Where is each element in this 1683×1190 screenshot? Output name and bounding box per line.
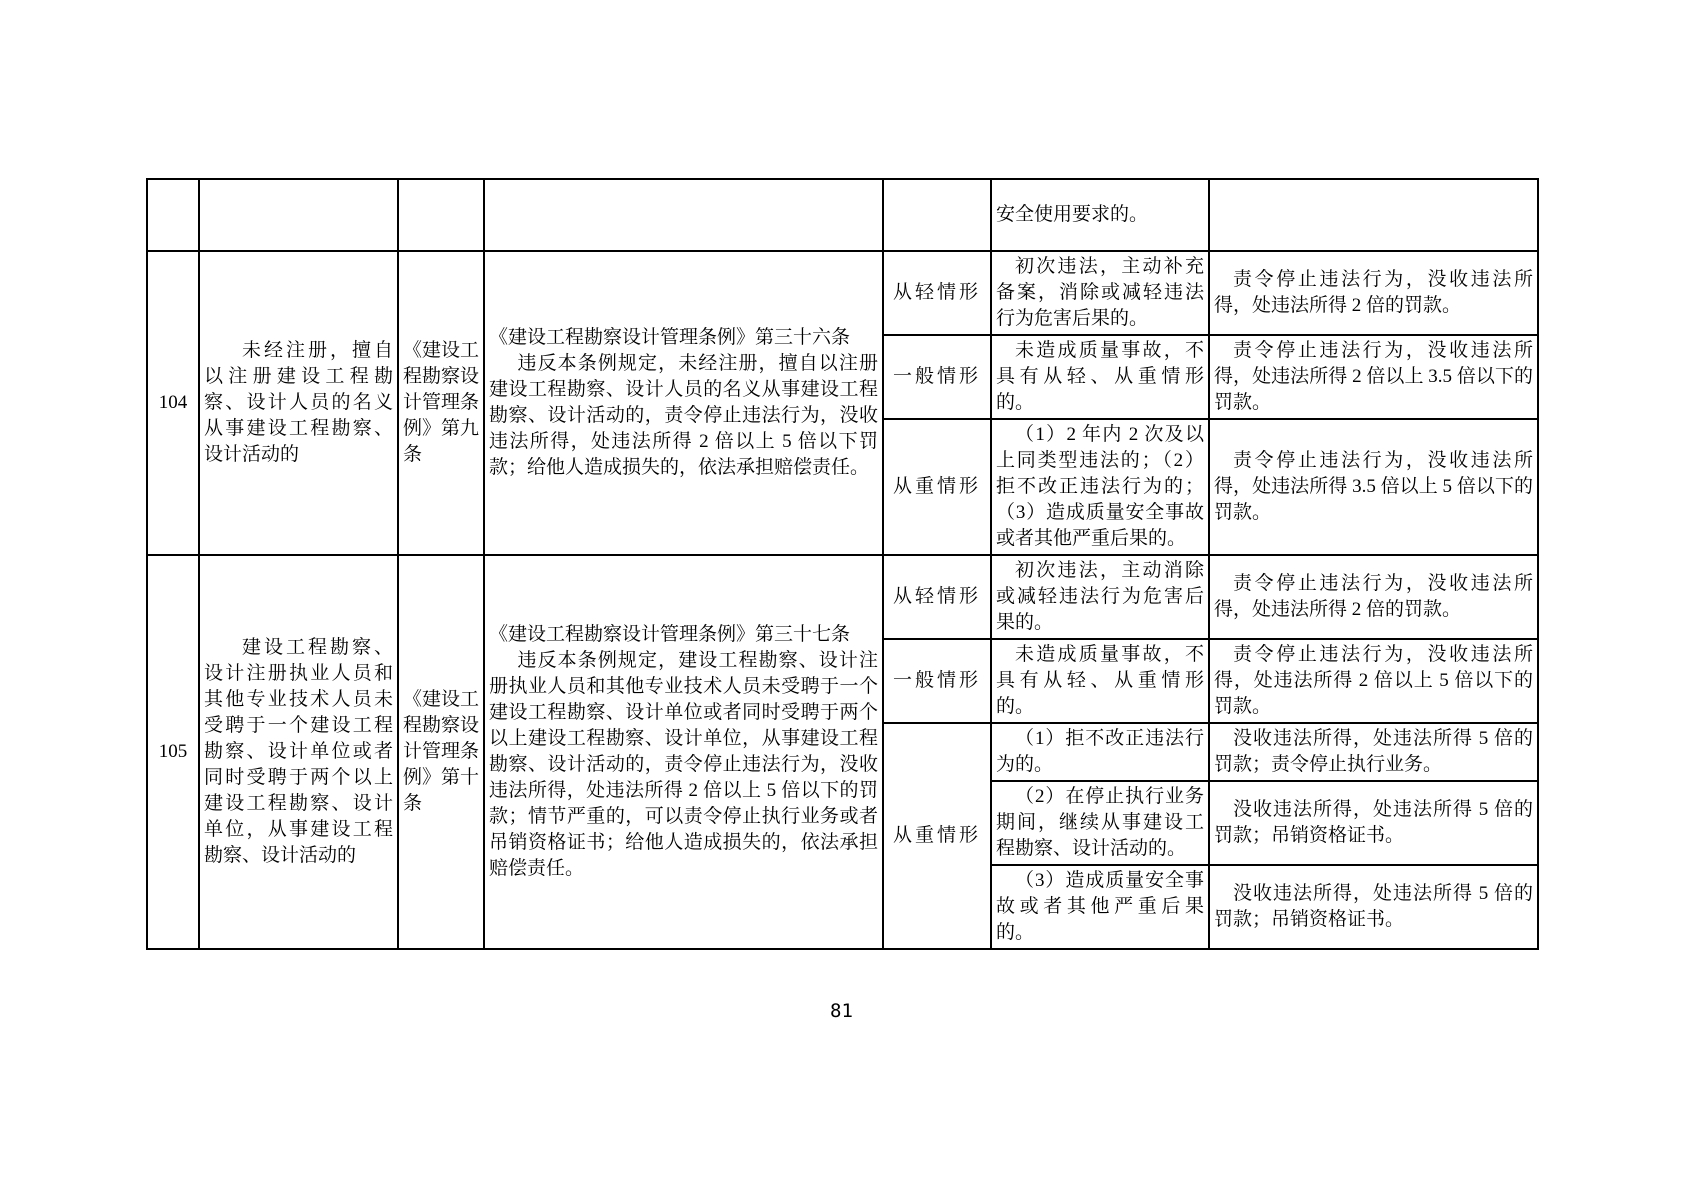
situation-type: 从重情形 [883,419,991,555]
cell-empty [484,179,883,251]
violation-cell [199,251,398,555]
situation-desc-text: （1）拒不改正违法行为的。 [996,728,1204,775]
situation-desc-cell [991,335,1209,419]
penalty-cell [1209,335,1538,419]
provision-cell [484,251,883,555]
situation-desc-cell [991,179,1209,251]
situation-desc-cell [991,251,1209,335]
penalty-text: 责令停止违法行为，没收违法所得，处违法所得 2 倍以上 3.5 倍以下的罚款。 [1214,340,1533,413]
situation-desc-text: 初次违法，主动补充备案，消除或减轻违法行为危害后果的。 [996,256,1204,329]
penalty-cell [1209,639,1538,723]
situation-desc-text: 安全使用要求的。 [996,204,1149,225]
violation-text: 未经注册，擅自以注册建设工程勘察、设计人员的名义从事建设工程勘察、设计活动的 [204,340,393,465]
penalty-text: 责令停止违法行为，没收违法所得，处违法所得 2 倍的罚款。 [1214,573,1533,620]
table-row-105 [147,555,1538,639]
row-number: 105 [147,555,199,949]
situation-desc-cell [991,865,1209,949]
legal-basis-text: 《建设工程勘察设计管理条例》第十条 [403,689,480,814]
provision-title: 《建设工程勘察设计管理条例》第三十六条 [489,327,851,348]
table-row-continued [147,179,1538,251]
penalty-text: 没收违法所得，处违法所得 5 倍的罚款；责令停止执行业务。 [1214,728,1533,775]
situation-desc-cell [991,419,1209,555]
penalty-cell-empty [1209,179,1538,251]
situation-desc-text: 未造成质量事故，不具有从轻、从重情形的。 [996,340,1204,413]
situation-desc-text: （2）在停止执行业务期间，继续从事建设工程勘察、设计活动的。 [996,786,1204,859]
situation-desc-text: （3）造成质量安全事故或者其他严重后果的。 [996,870,1204,943]
row-number: 104 [147,251,199,555]
cell-empty [199,179,398,251]
situation-type: 从轻情形 [883,555,991,639]
situation-type: 一般情形 [883,639,991,723]
situation-desc-cell [991,555,1209,639]
situation-desc-cell [991,781,1209,865]
penalty-cell [1209,251,1538,335]
cell-empty [147,179,199,251]
penalty-cell [1209,555,1538,639]
situation-desc-cell [991,639,1209,723]
table-row-104 [147,251,1538,335]
penalty-table [146,178,1539,950]
penalty-text: 责令停止违法行为，没收违法所得，处违法所得 2 倍以上 5 倍以下的罚款。 [1214,644,1533,717]
provision-body: 违反本条例规定，建设工程勘察、设计注册执业人员和其他专业技术人员未受聘于一个建设工程勘察、设计单位或者同时受聘于两个以上建设工程勘察、设计单位，从事建设工程勘察、设计活动的，责令停止违法行为，没收违法所得，处违法所得 2 倍以上 5 倍以下的罚款；情节严重的，可以责令停止执行业务或者吊销资格证书；给他人造成损失的，依法承担赔偿责任。 [489,650,878,879]
cell-empty [883,179,991,251]
cell-empty [398,179,484,251]
penalty-text: 责令停止违法行为，没收违法所得，处违法所得 3.5 倍以上 5 倍以下的罚款。 [1214,450,1533,523]
penalty-cell [1209,723,1538,781]
page-number: 81 [830,1000,853,1022]
situation-type: 从轻情形 [883,251,991,335]
situation-desc-text: 未造成质量事故，不具有从轻、从重情形的。 [996,644,1204,717]
penalty-text: 没收违法所得，处违法所得 5 倍的罚款；吊销资格证书。 [1214,799,1533,846]
legal-basis-cell [398,251,484,555]
penalty-text: 没收违法所得，处违法所得 5 倍的罚款；吊销资格证书。 [1214,883,1533,930]
legal-basis-cell [398,555,484,949]
penalty-cell [1209,865,1538,949]
legal-basis-text: 《建设工程勘察设计管理条例》第九条 [403,340,480,465]
situation-type: 一般情形 [883,335,991,419]
situation-desc-text: 初次违法，主动消除或减轻违法行为危害后果的。 [996,560,1204,633]
provision-title: 《建设工程勘察设计管理条例》第三十七条 [489,624,851,645]
penalty-cell [1209,419,1538,555]
situation-desc-cell [991,723,1209,781]
violation-cell [199,555,398,949]
provision-body: 违反本条例规定，未经注册，擅自以注册建设工程勘察、设计人员的名义从事建设工程勘察、设计活动的，责令停止违法行为，没收违法所得，处违法所得 2 倍以上 5 倍以下罚款；给他人造成损失的，依法承担赔偿责任。 [489,353,878,478]
penalty-cell [1209,781,1538,865]
violation-text: 建设工程勘察、设计注册执业人员和其他专业技术人员未受聘于一个建设工程勘察、设计单位或者同时受聘于两个以上建设工程勘察、设计单位，从事建设工程勘察、设计活动的 [204,637,393,866]
situation-type: 从重情形 [883,723,991,949]
situation-desc-text: （1）2 年内 2 次及以上同类型违法的；（2）拒不改正违法行为的；（3）造成质量安全事故或者其他严重后果的。 [996,424,1204,549]
penalty-text: 责令停止违法行为，没收违法所得，处违法所得 2 倍的罚款。 [1214,269,1533,316]
provision-cell [484,555,883,949]
